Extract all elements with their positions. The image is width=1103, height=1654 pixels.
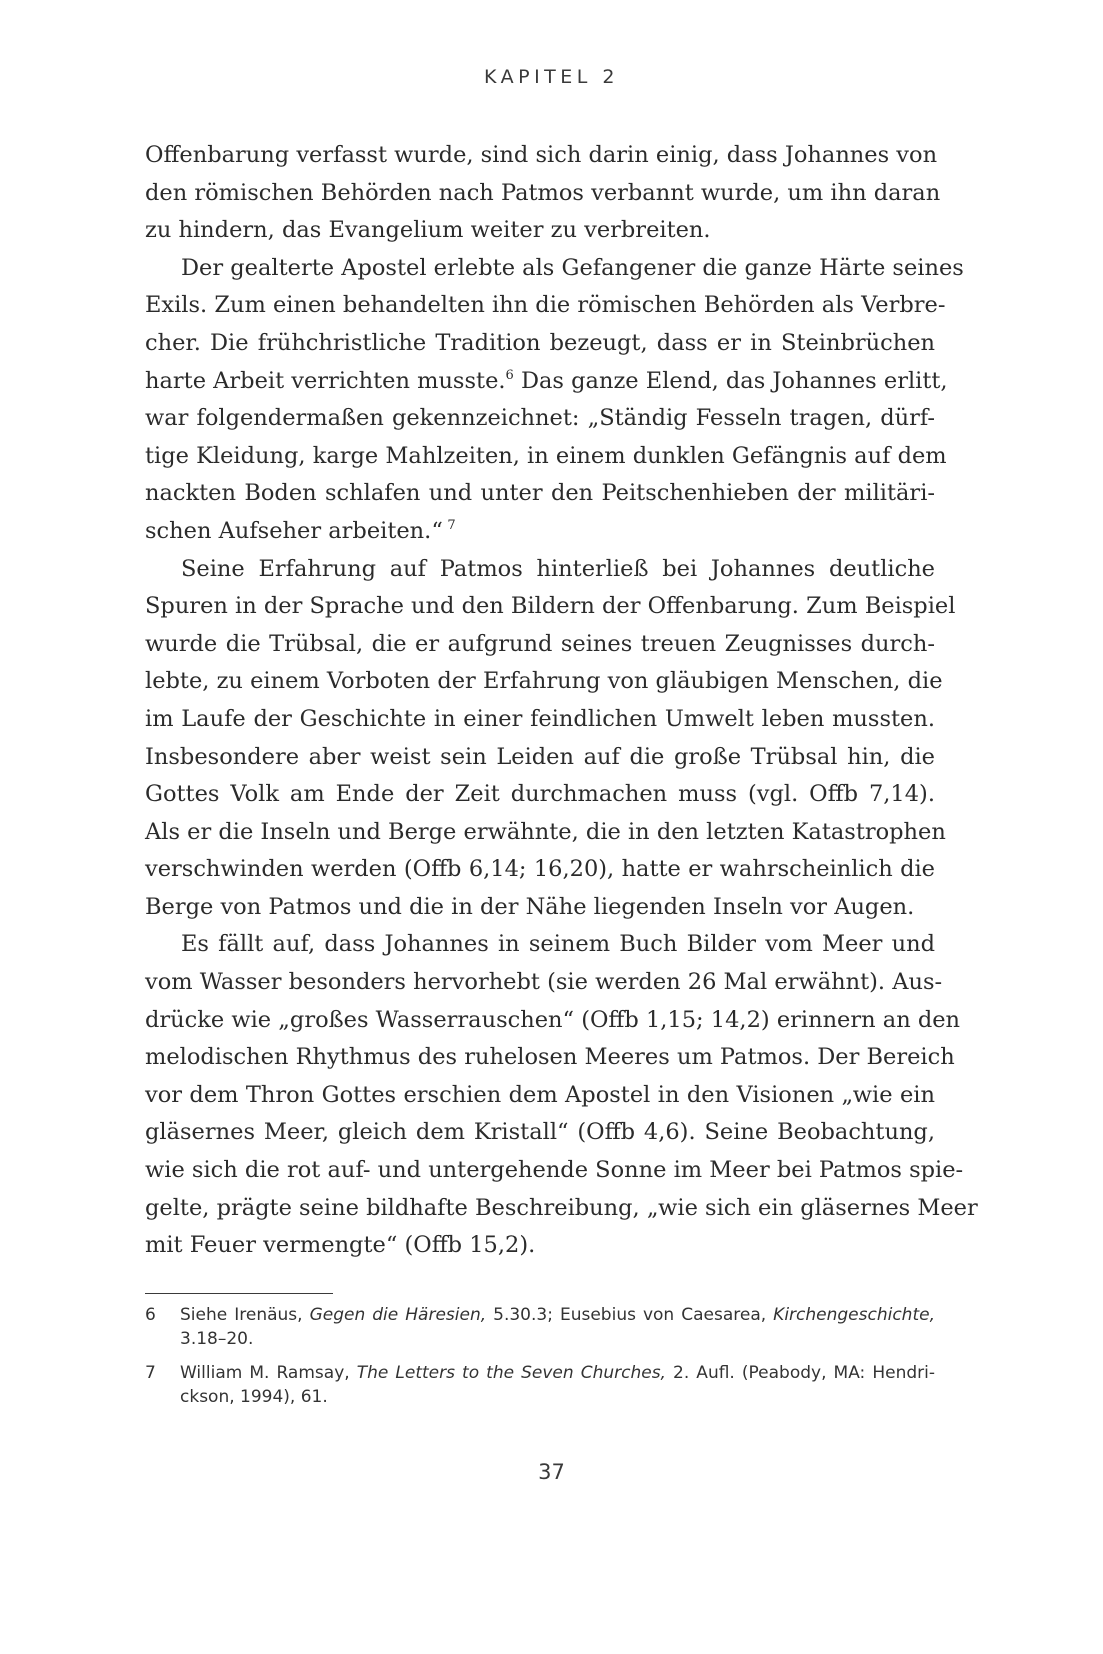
footnote-title: Gegen die Häresien, bbox=[309, 1305, 487, 1325]
footnote-text: William M. Ramsay, bbox=[180, 1363, 357, 1383]
text-line: Es fällt auf, dass Johannes in seinem Buch Bilder vom Meer und bbox=[181, 931, 935, 958]
text-line: gelte, prägte seine bildhafte Beschreibung, „wie sich ein gläsernes Meer bbox=[145, 1194, 978, 1221]
footnote-6 bbox=[145, 1303, 935, 1351]
text-segment: schen Aufseher arbeiten.“ bbox=[145, 517, 443, 544]
text-line: tige Kleidung, karge Mahlzeiten, in einem dunklen Gefängnis auf dem bbox=[145, 442, 947, 469]
text-line: Berge von Patmos und die in der Nähe liegenden Inseln vor Augen. bbox=[145, 893, 915, 920]
footnote-line bbox=[180, 1361, 935, 1385]
text-line: verschwinden werden (Offb 6,14; 16,20), hatte er wahrscheinlich die bbox=[145, 856, 935, 883]
text-line: vor dem Thron Gottes erschien dem Apostel in den Visionen „wie ein bbox=[145, 1081, 935, 1108]
text-line: lebte, zu einem Vorboten der Erfahrung von gläubigen Menschen, die bbox=[145, 668, 943, 695]
text-line: gläsernes Meer, gleich dem Kristall“ (Offb 4,6). Seine Beobachtung, bbox=[145, 1119, 935, 1146]
text-line-with-note bbox=[145, 513, 935, 551]
text-line: zu hindern, das Evangelium weiter zu verbreiten. bbox=[145, 217, 711, 244]
text-line: Der gealterte Apostel erlebte als Gefangener die ganze Härte seines bbox=[181, 254, 964, 281]
running-head: KAPITEL 2 bbox=[483, 66, 619, 88]
footnote-ref-6[interactable]: 6 bbox=[505, 367, 514, 383]
text-line-with-note bbox=[145, 363, 948, 401]
footnote-text: 2. Aufl. (Peabody, MA: Hendri- bbox=[665, 1363, 935, 1383]
paragraph-1 bbox=[145, 137, 941, 250]
text-segment: Das ganze Elend, das Johannes erlitt, bbox=[513, 367, 948, 394]
paragraph-2 bbox=[145, 250, 964, 551]
page-number: 37 bbox=[538, 1460, 565, 1484]
text-line: wurde die Trübsal, die er aufgrund seines treuen Zeugnisses durch- bbox=[145, 630, 935, 657]
text-line: melodischen Rhythmus des ruhelosen Meeres um Patmos. Der Bereich bbox=[145, 1044, 955, 1071]
text-line: Seine Erfahrung auf Patmos hinterließ bei Johannes deutliche bbox=[181, 555, 935, 582]
text-line: wie sich die rot auf- und untergehende Sonne im Meer bei Patmos spie- bbox=[145, 1157, 964, 1184]
footnote-number: 7 bbox=[145, 1363, 156, 1383]
footnote-separator bbox=[145, 1293, 333, 1294]
text-line: Spuren in der Sprache und den Bildern der Offenbarung. Zum Beispiel bbox=[145, 593, 956, 620]
body-text bbox=[145, 137, 978, 1265]
footnote-ref-7[interactable]: 7 bbox=[447, 517, 456, 533]
footnote-text: Siehe Irenäus, bbox=[180, 1305, 310, 1325]
text-line: drücke wie „großes Wasserrauschen“ (Offb 1,15; 14,2) erinnern an den bbox=[145, 1006, 961, 1033]
footnote-title: Kirchengeschichte, bbox=[773, 1305, 935, 1325]
text-line: im Laufe der Geschichte in einer feindlichen Umwelt leben mussten. bbox=[145, 705, 935, 732]
footnote-number: 6 bbox=[145, 1305, 156, 1325]
footnote-text: 5.30.3; Eusebius von Caesarea, bbox=[486, 1305, 774, 1325]
footnote-line: ckson, 1994), 61. bbox=[180, 1387, 328, 1407]
text-line: Als er die Inseln und Berge erwähnte, die in den letzten Katastrophen bbox=[145, 818, 946, 845]
footnote-title: The Letters to the Seven Churches, bbox=[356, 1363, 666, 1383]
text-line: den römischen Behörden nach Patmos verbannt wurde, um ihn daran bbox=[145, 179, 941, 206]
text-line: Offenbarung verfasst wurde, sind sich darin einig, dass Johannes von bbox=[145, 142, 938, 168]
text-line: Insbesondere aber weist sein Leiden auf die große Trübsal hin, die bbox=[145, 743, 935, 770]
text-segment: harte Arbeit verrichten musste. bbox=[145, 367, 506, 394]
text-line: mit Feuer vermengte“ (Offb 15,2). bbox=[145, 1232, 536, 1259]
footnote-line: 3.18–20. bbox=[180, 1329, 254, 1349]
paragraph-4 bbox=[145, 926, 978, 1264]
text-line: Exils. Zum einen behandelten ihn die römischen Behörden als Verbre- bbox=[145, 292, 946, 319]
paragraph-3 bbox=[145, 551, 956, 927]
text-line: Gottes Volk am Ende der Zeit durchmachen muss (vgl. Offb 7,14). bbox=[145, 781, 935, 808]
text-line: war folgendermaßen gekennzeichnet: „Ständig Fesseln tragen, dürf- bbox=[145, 405, 935, 432]
footnotes bbox=[145, 1303, 935, 1419]
text-line: vom Wasser besonders hervorhebt (sie werden 26 Mal erwähnt). Aus- bbox=[145, 969, 943, 996]
footnote-line bbox=[180, 1303, 935, 1327]
text-line: nackten Boden schlafen und unter den Peitschenhieben der militäri- bbox=[145, 480, 935, 507]
text-line: cher. Die frühchristliche Tradition bezeugt, dass er in Steinbrüchen bbox=[145, 329, 935, 356]
footnote-7 bbox=[145, 1361, 935, 1409]
